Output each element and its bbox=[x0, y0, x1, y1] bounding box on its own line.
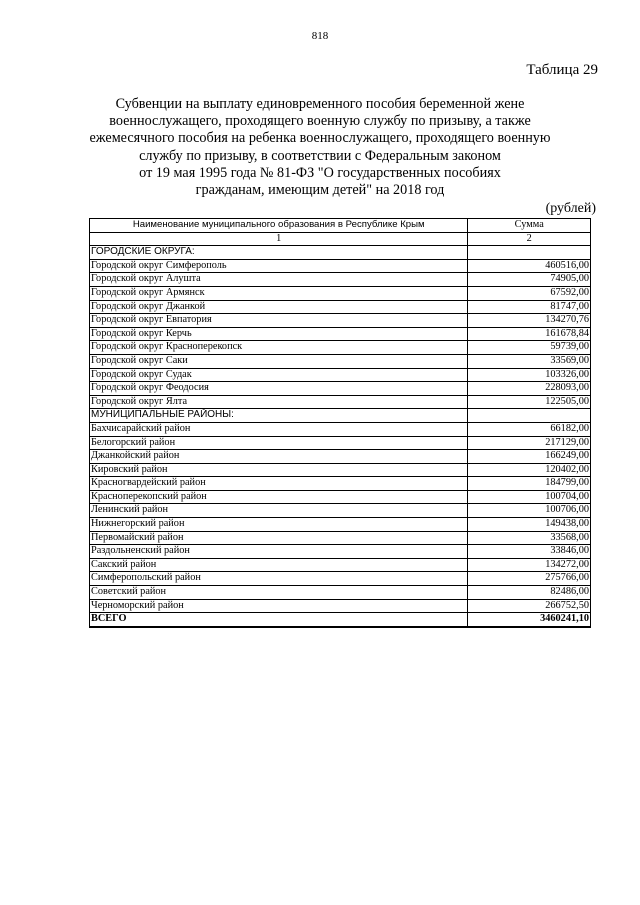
table-row bbox=[90, 450, 591, 464]
title-line: гражданам, имеющим детей" на 2018 год bbox=[195, 182, 445, 199]
amount-cell: 161678,84 bbox=[468, 327, 591, 341]
page-number: 818 bbox=[311, 30, 329, 42]
title-line: от 19 мая 1995 года № 81-ФЗ "О государственных пособиях bbox=[139, 164, 501, 181]
table-row bbox=[90, 531, 591, 545]
municipality-name-cell: Джанкойский район bbox=[90, 450, 468, 464]
municipality-name-cell: Городской округ Симферополь bbox=[90, 259, 468, 273]
municipality-name-cell: Советский район bbox=[90, 586, 468, 600]
header-sum-cell: Сумма bbox=[468, 219, 591, 233]
amount-cell: 228093,00 bbox=[468, 382, 591, 396]
total-row bbox=[90, 613, 591, 627]
column-number-1: 1 bbox=[90, 232, 468, 246]
municipality-name-cell: ВСЕГО bbox=[90, 613, 468, 627]
table-row bbox=[90, 368, 591, 382]
amount-cell: 100706,00 bbox=[468, 504, 591, 518]
amount-cell: 120402,00 bbox=[468, 463, 591, 477]
amount-cell: 3460241,10 bbox=[468, 613, 591, 627]
municipality-name-cell: Городской округ Керчь bbox=[90, 327, 468, 341]
amount-cell bbox=[468, 409, 591, 423]
table-row bbox=[90, 300, 591, 314]
amount-cell: 134272,00 bbox=[468, 558, 591, 572]
amount-cell: 74905,00 bbox=[468, 273, 591, 287]
table-caption: Таблица 29 bbox=[526, 62, 598, 78]
amount-cell: 67592,00 bbox=[468, 286, 591, 300]
amount-cell: 82486,00 bbox=[468, 586, 591, 600]
section-row-urban bbox=[90, 246, 591, 260]
amount-cell: 266752,50 bbox=[468, 599, 591, 613]
municipality-name-cell: Бахчисарайский район bbox=[90, 422, 468, 436]
municipality-name-cell: Кировский район bbox=[90, 463, 468, 477]
municipality-name-cell: Симферопольский район bbox=[90, 572, 468, 586]
title-line: службу по призыву, в соответствии с Федеральным законом bbox=[139, 147, 501, 164]
table-row bbox=[90, 586, 591, 600]
municipality-name-cell: Городской округ Евпатория bbox=[90, 314, 468, 328]
table-row bbox=[90, 518, 591, 532]
section-row-districts bbox=[90, 409, 591, 423]
amount-cell: 33568,00 bbox=[468, 531, 591, 545]
municipality-name-cell: Городской округ Алушта bbox=[90, 273, 468, 287]
amount-cell: 134270,76 bbox=[468, 314, 591, 328]
amount-cell: 275766,00 bbox=[468, 572, 591, 586]
table-row bbox=[90, 286, 591, 300]
municipality-name-cell: Городской округ Ялта bbox=[90, 395, 468, 409]
municipality-name-cell: Городской округ Саки bbox=[90, 354, 468, 368]
table-row bbox=[90, 354, 591, 368]
header-name-cell: Наименование муниципального образования в Республике Крым bbox=[90, 219, 468, 233]
table-row bbox=[90, 341, 591, 355]
amount-cell: 66182,00 bbox=[468, 422, 591, 436]
table-row bbox=[90, 477, 591, 491]
table-row bbox=[90, 314, 591, 328]
column-number-row bbox=[90, 232, 591, 246]
table-row bbox=[90, 436, 591, 450]
amount-cell: 184799,00 bbox=[468, 477, 591, 491]
amount-cell: 460516,00 bbox=[468, 259, 591, 273]
municipality-name-cell: Черноморский район bbox=[90, 599, 468, 613]
table-row bbox=[90, 599, 591, 613]
municipality-name-cell: Городской округ Армянск bbox=[90, 286, 468, 300]
subsidy-table bbox=[89, 218, 591, 628]
amount-cell: 122505,00 bbox=[468, 395, 591, 409]
amount-cell: 59739,00 bbox=[468, 341, 591, 355]
municipality-name-cell: Раздольненский район bbox=[90, 545, 468, 559]
table-row bbox=[90, 545, 591, 559]
title-line: ежемесячного пособия на ребенка военнослужащего, проходящего военную bbox=[89, 130, 551, 147]
municipality-name-cell: Городской округ Красноперекопск bbox=[90, 341, 468, 355]
table-row bbox=[90, 558, 591, 572]
title-line: Субвенции на выплату единовременного пособия беременной жене bbox=[115, 96, 525, 112]
amount-cell: 103326,00 bbox=[468, 368, 591, 382]
municipality-name-cell: МУНИЦИПАЛЬНЫЕ РАЙОНЫ: bbox=[90, 409, 468, 423]
column-number-2: 2 bbox=[468, 232, 591, 246]
amount-cell: 217129,00 bbox=[468, 436, 591, 450]
municipality-name-cell: Городской округ Судак bbox=[90, 368, 468, 382]
municipality-name-cell: Красноперекопский район bbox=[90, 490, 468, 504]
municipality-name-cell: Красногвардейский район bbox=[90, 477, 468, 491]
document-title bbox=[86, 96, 554, 199]
municipality-name-cell: Первомайский район bbox=[90, 531, 468, 545]
amount-cell: 149438,00 bbox=[468, 518, 591, 532]
table-row bbox=[90, 395, 591, 409]
table-row bbox=[90, 259, 591, 273]
table-row bbox=[90, 327, 591, 341]
municipality-name-cell: Сакский район bbox=[90, 558, 468, 572]
section-label: ГОРОДСКИЕ ОКРУГА: bbox=[90, 246, 468, 260]
section-empty-cell bbox=[468, 246, 591, 260]
amount-cell: 100704,00 bbox=[468, 490, 591, 504]
table-row bbox=[90, 382, 591, 396]
table-row bbox=[90, 463, 591, 477]
table-row bbox=[90, 273, 591, 287]
amount-cell: 33569,00 bbox=[468, 354, 591, 368]
amount-cell: 81747,00 bbox=[468, 300, 591, 314]
table-row bbox=[90, 490, 591, 504]
units-label: (рублей) bbox=[545, 201, 596, 216]
amount-cell: 33846,00 bbox=[468, 545, 591, 559]
municipality-name-cell: Городской округ Феодосия bbox=[90, 382, 468, 396]
municipality-name-cell: Ленинский район bbox=[90, 504, 468, 518]
municipality-name-cell: Белогорский район bbox=[90, 436, 468, 450]
table-row bbox=[90, 572, 591, 586]
municipality-name-cell: Городской округ Джанкой bbox=[90, 300, 468, 314]
title-line: военнослужащего, проходящего военную службу по призыву, а также bbox=[109, 113, 531, 130]
table-row bbox=[90, 504, 591, 518]
amount-cell: 166249,00 bbox=[468, 450, 591, 464]
table-row bbox=[90, 422, 591, 436]
table-header-row bbox=[90, 219, 591, 233]
municipality-name-cell: Нижнегорский район bbox=[90, 518, 468, 532]
